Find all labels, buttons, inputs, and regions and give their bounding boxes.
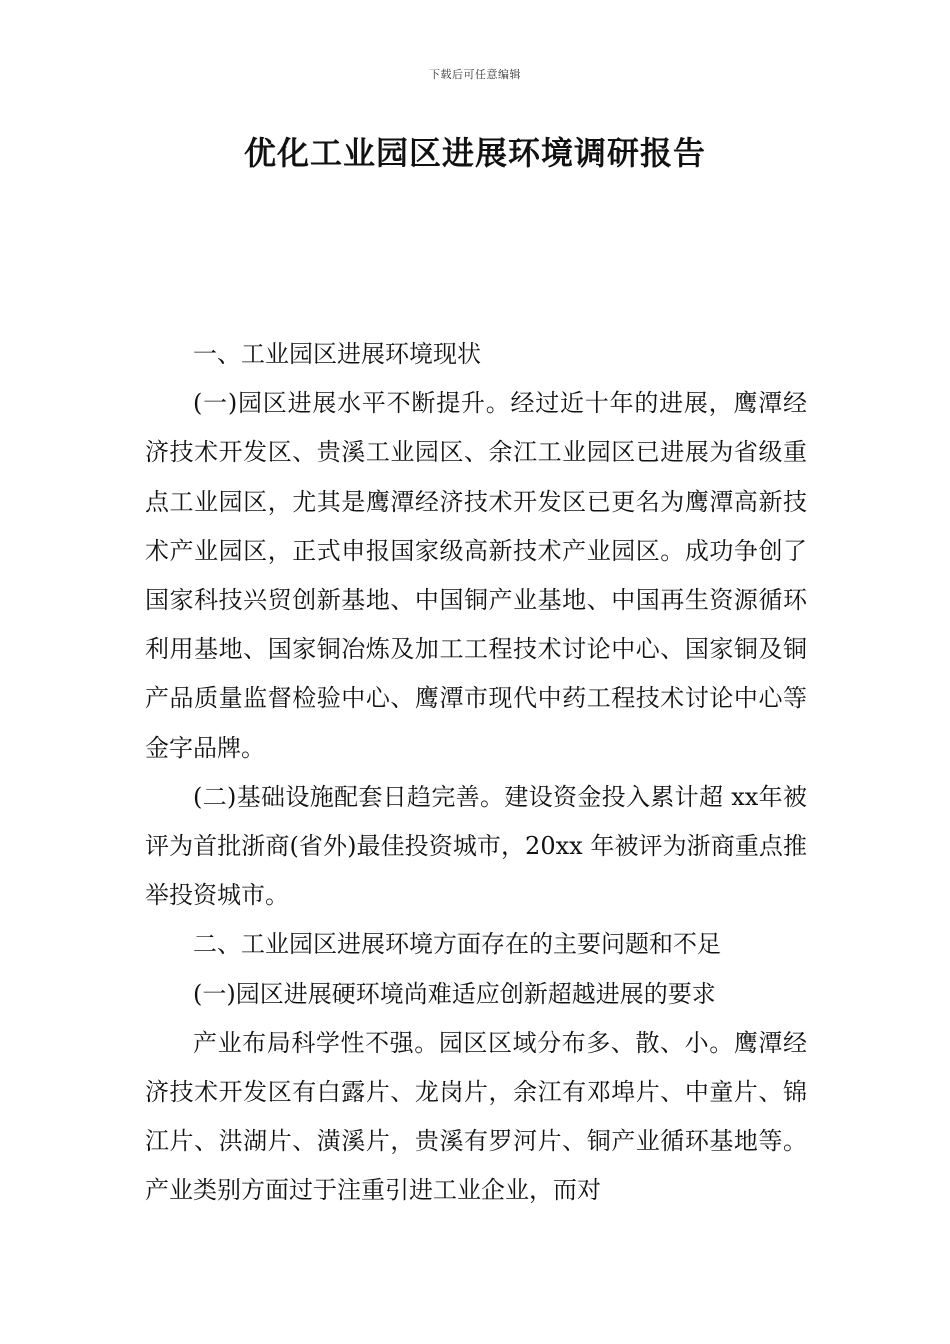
paragraph-1-1: (一)园区进展水平不断提升。经过近十年的进展，鹰潭经济技术开发区、贵溪工业园区、余江工业园区已进展为省级重点工业园区，尤其是鹰潭经济技术开发区已更名为鹰潭高新技术产业园区，正式申报国家级高新技术产业园区。成功争创了国家科技兴贸创新基地、中国铜产业基地、中国再生资源循环利用基地、国家铜冶炼及加工工程技术讨论中心、国家铜及铜产品质量监督检验中心、鹰潭市现代中药工程技术讨论中心等金字品牌。 [145,389,807,762]
paragraph-2-1: 产业布局科学性不强。园区区域分布多、散、小。鹰潭经济技术开发区有白露片、龙岗片，余江有邓埠片、中童片、锦江片、洪湖片、潢溪片，贵溪有罗河片、铜产业循环基地等。产业类别方面过于注重引进工业企业，而对 [145,1028,807,1205]
paragraph-1-2: (二)基础设施配套日趋完善。建设资金投入累计超 xx年被评为首批浙商(省外)最佳投资城市，20xx 年被评为浙商重点推举投资城市。 [145,782,807,910]
document-body [145,330,807,1216]
header-note: 下载后可任意编辑 [429,68,521,81]
document-title: 优化工业园区进展环境调研报告 [243,134,706,172]
subsection-heading-2-1: (一)园区进展硬环境尚难适应创新超越进展的要求 [193,979,716,1008]
section-heading-1: 一、工业园区进展环境现状 [193,340,481,368]
section-heading-2: 二、工业园区进展环境方面存在的主要问题和不足 [193,930,721,959]
